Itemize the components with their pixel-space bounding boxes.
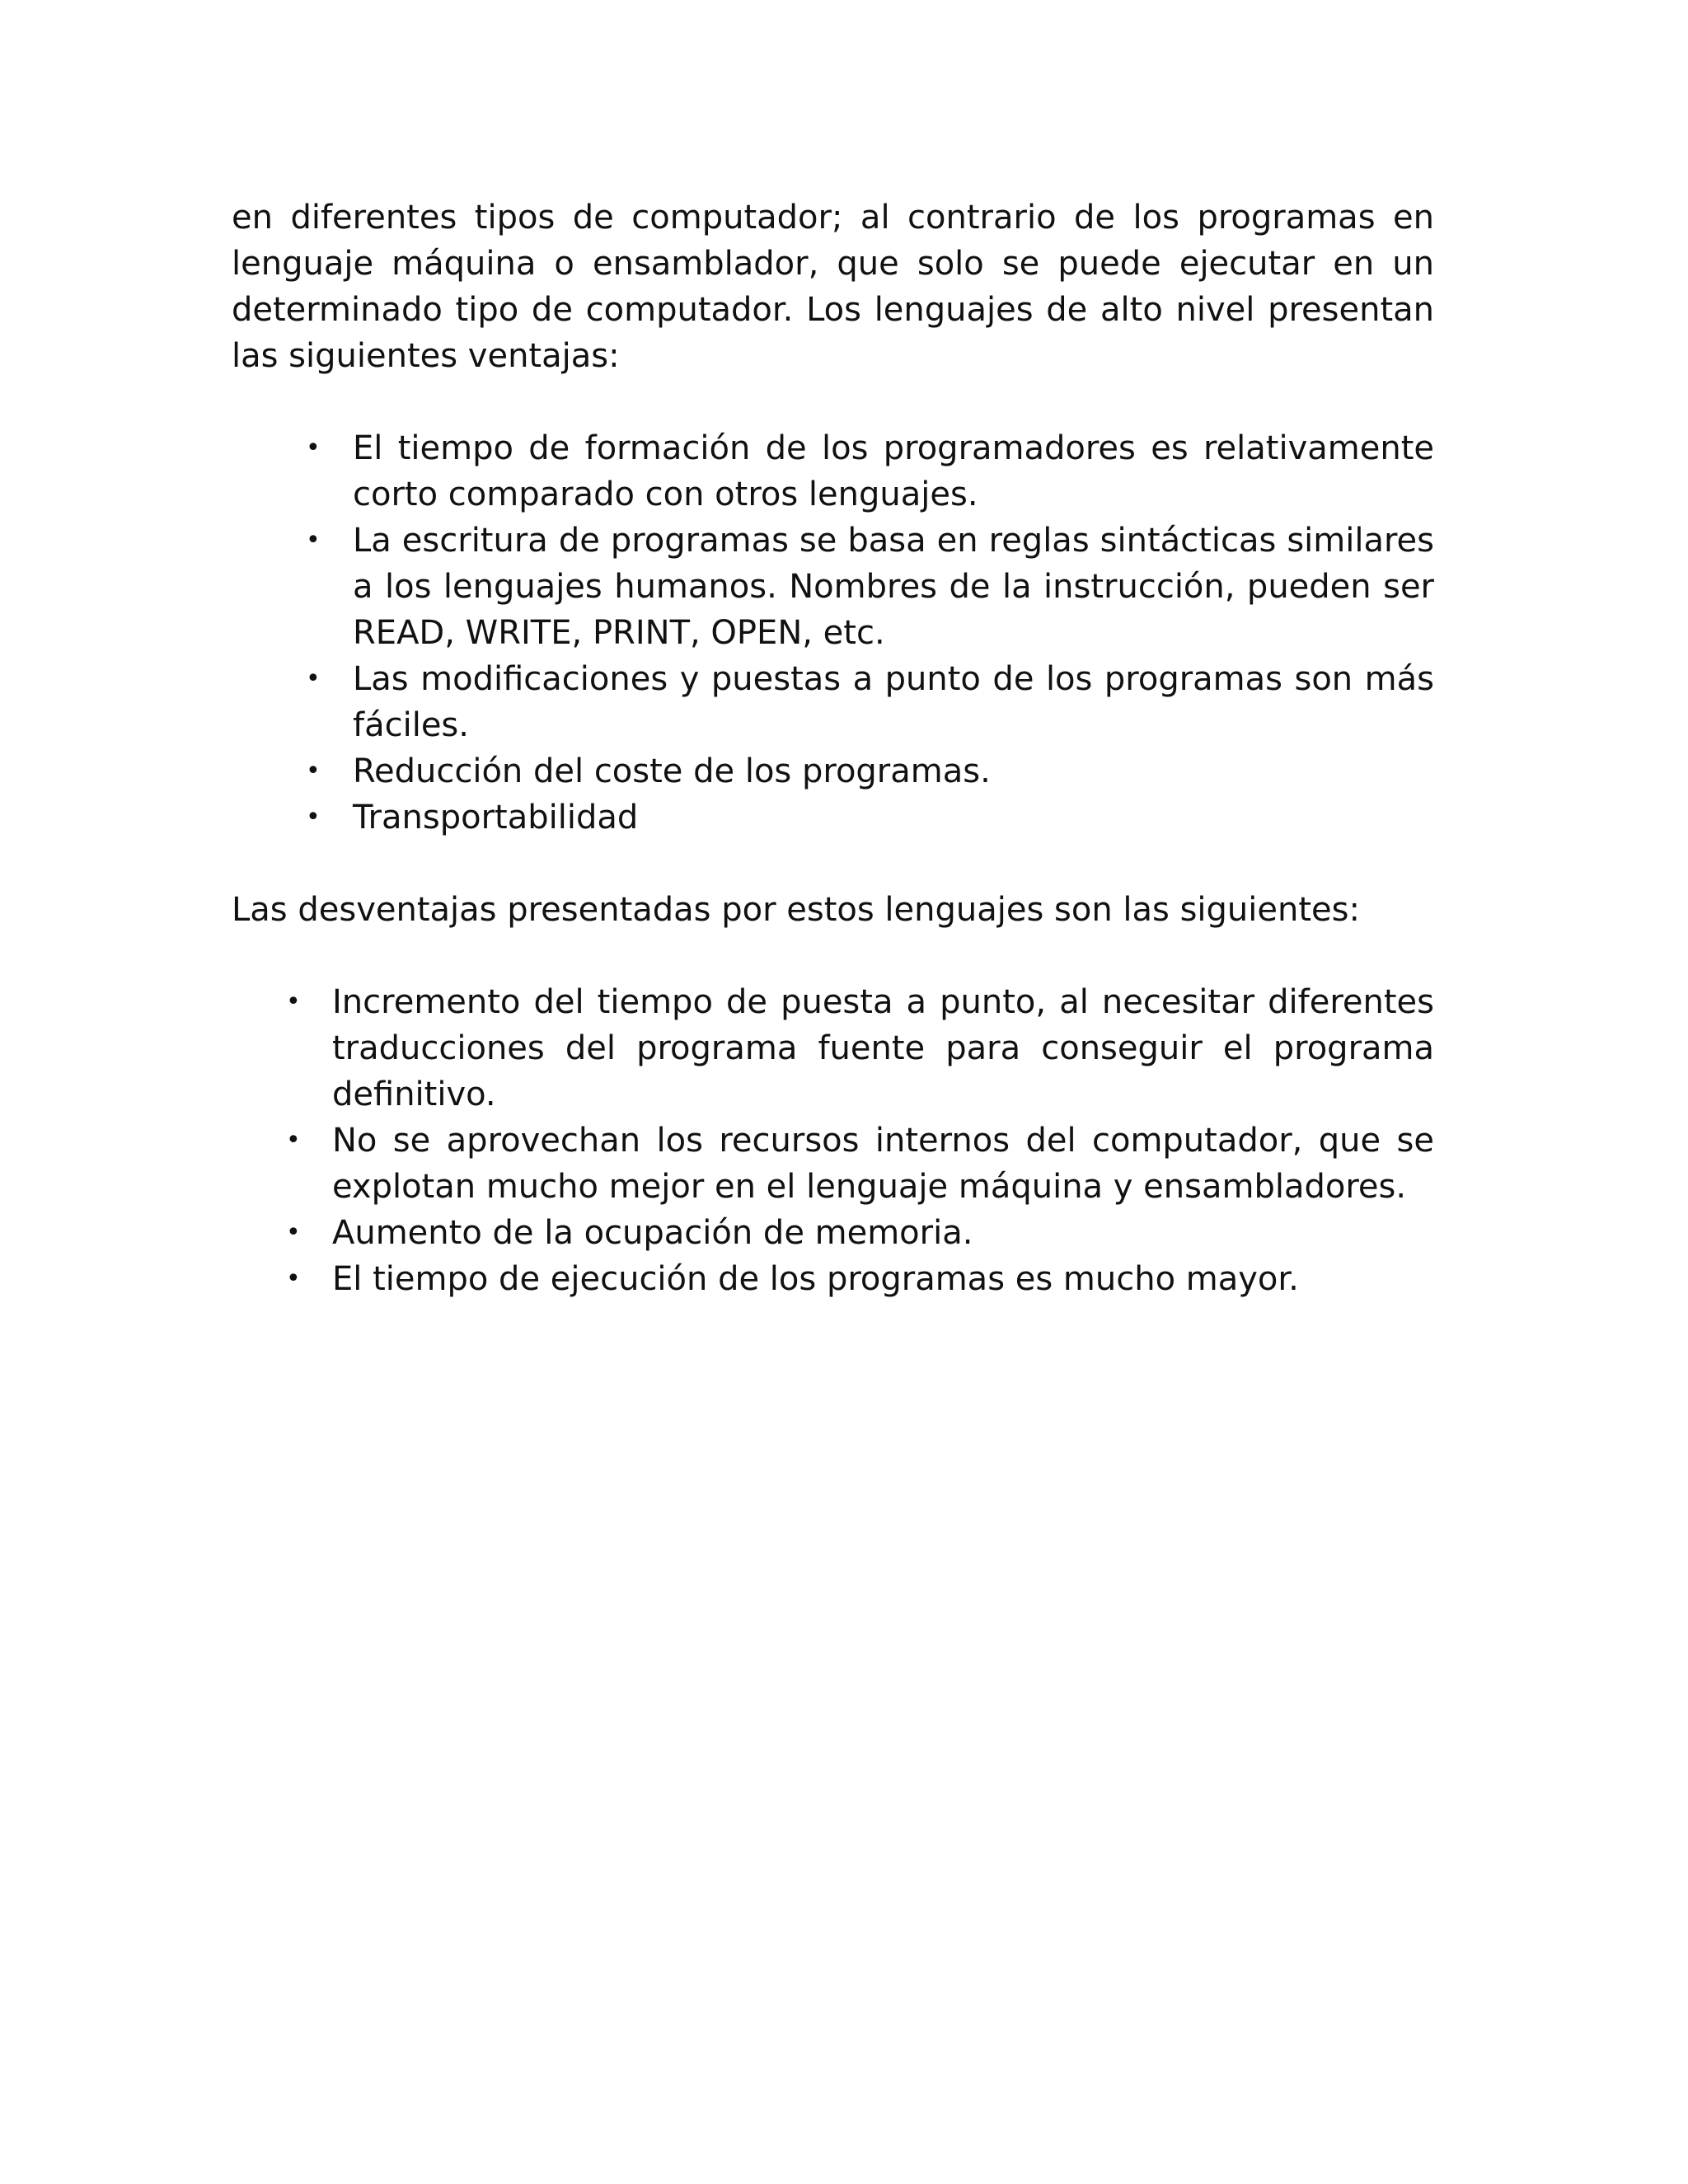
list-item-text: Las modificaciones y puestas a punto de los programas son más fáciles.: [353, 660, 1434, 744]
document-page: [232, 194, 1434, 1302]
list-item-text: No se aprovechan los recursos internos del computador, que se explotan mucho mejor en el lenguaje máquina y ensambladores.: [332, 1122, 1434, 1206]
disadvantages-intro: Las desventajas presentadas por estos lenguajes son las siguientes:: [232, 891, 1360, 929]
list-item-text: El tiempo de formación de los programadores es relativamente corto comparado con otros lenguajes.: [353, 429, 1434, 513]
bullet-icon: •: [306, 664, 321, 693]
list-item-text: El tiempo de ejecución de los programas es mucho mayor.: [332, 1260, 1299, 1298]
list-item-text: Transportabilidad: [353, 799, 639, 837]
bullet-icon: •: [286, 1264, 301, 1293]
list-item-text: Reducción del coste de los programas.: [353, 752, 991, 790]
list-item: [306, 656, 1434, 748]
list-item-text: Incremento del tiempo de puesta a punto, al necesitar diferentes traducciones del programa fuente para conseguir el programa definitivo.: [332, 983, 1434, 1113]
disadvantages-list: [232, 979, 1434, 1302]
bullet-icon: •: [306, 757, 321, 785]
bullet-icon: •: [306, 526, 321, 555]
list-item: [306, 748, 1434, 794]
list-item: [306, 425, 1434, 518]
intro-paragraph: en diferentes tipos de computador; al contrario de los programas en lenguaje máquina o ensamblador, que solo se puede ejecutar en un determinado tipo de computador. Los lenguajes de alto nivel presentan las siguientes ventajas:: [232, 199, 1434, 375]
bullet-icon: •: [306, 803, 321, 832]
list-item: [286, 1210, 1434, 1256]
bullet-icon: •: [286, 987, 301, 1016]
list-item-text: Aumento de la ocupación de memoria.: [332, 1214, 973, 1252]
bullet-icon: •: [286, 1218, 301, 1247]
bullet-icon: •: [306, 434, 321, 462]
list-item: [286, 979, 1434, 1118]
list-item: [286, 1118, 1434, 1210]
list-item: [286, 1256, 1434, 1302]
list-item-text: La escritura de programas se basa en reglas sintácticas similares a los lenguajes humanos. Nombres de la instrucción, pueden ser READ, WRITE, PRINT, OPEN, etc.: [353, 522, 1434, 652]
list-item: [306, 518, 1434, 656]
list-item: [306, 794, 1434, 841]
bullet-icon: •: [286, 1126, 301, 1155]
advantages-list: [232, 425, 1434, 841]
